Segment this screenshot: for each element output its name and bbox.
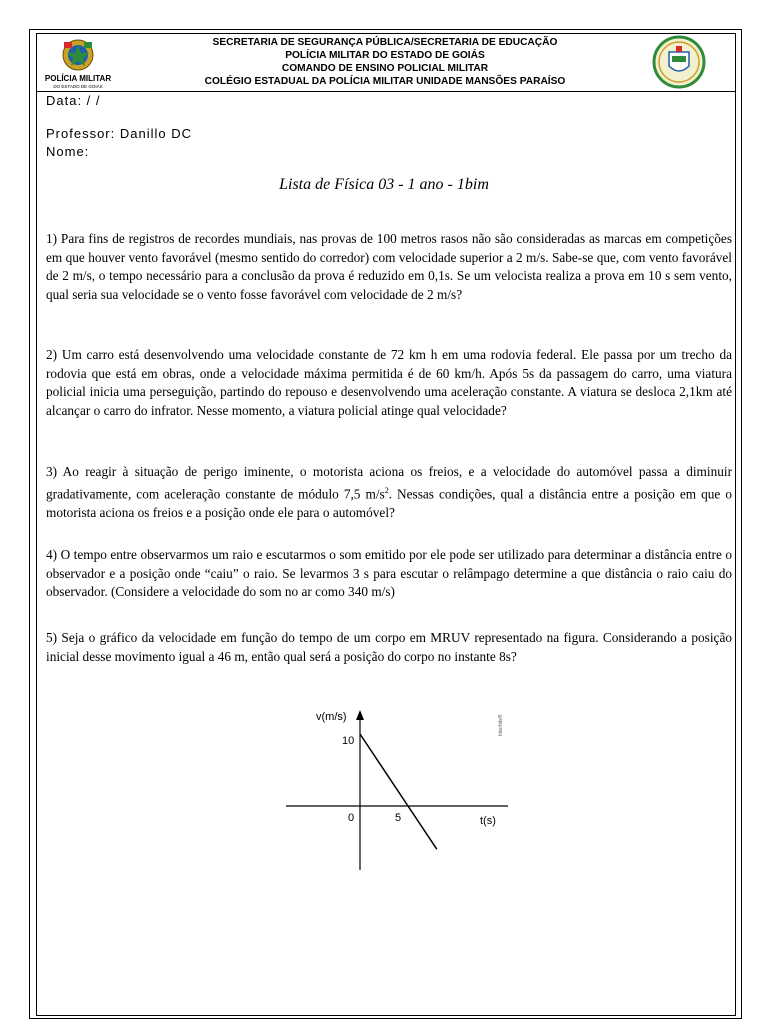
header-line-3: COMANDO DE ENSINO POLICIAL MILITAR [281, 63, 489, 74]
y-axis-arrow [356, 710, 364, 720]
velocity-time-chart-svg [280, 700, 510, 880]
question-3-superscript: 2 [384, 485, 389, 495]
y-tick-label: 10 [342, 735, 355, 747]
page-title: Lista de Física 03 - 1 ano - 1bim [279, 176, 489, 193]
question-5 [46, 629, 732, 666]
date-field: Data: / / [46, 93, 101, 108]
question-2-text: 2) Um carro está desenvolvendo uma velocidade constante de 72 km h em uma rodovia federal. Ele passa por um trecho da rodovia que está em obras, onde a velocidade máxima permitida é de 60 km/h. Após 5s da passagem do carro, uma viatura policial inicia uma perseguição, partindo do repouso e desenvolvendo uma aceleração constante. A viatura se desloca 2,1km até alcançar o carro do infrator. Nesse momento, a viatura policial atinge qual velocidade? [46, 347, 732, 418]
question-3 [46, 463, 732, 522]
question-1 [46, 230, 732, 304]
professor-label: Professor: Danillo DC [46, 126, 192, 141]
question-3-text [46, 463, 732, 522]
question-5-text: 5) Seja o gráfico da velocidade em função do tempo de um corpo em MRUV representado na figura. Considerando a posição inicial desse movimento igual a 46 m, então qual será a posição do corpo no instante 8s? [46, 630, 732, 664]
header-line-4: COLÉGIO ESTADUAL DA POLÍCIA MILITAR UNIDADE MANSÕES PARAÍSO [204, 76, 566, 87]
policia-militar-logo [38, 36, 118, 90]
question-3-text-end: . Nessas condições, qual a distância entre a posição em que o motorista aciona os freios e a posição onde ele para o automóvel? [46, 486, 732, 520]
svg-text:POLÍCIA MILITAR: POLÍCIA MILITAR [44, 74, 112, 83]
name-field: Nome: [46, 144, 90, 159]
question-4 [46, 546, 732, 602]
y-axis-label: v(m/s) [316, 711, 347, 723]
question-2 [46, 346, 732, 420]
header-line-2: POLÍCIA MILITAR DO ESTADO DE GOIÁS [285, 50, 485, 61]
colegio-crest-logo [650, 34, 708, 90]
x-axis-label: t(s) [480, 815, 496, 827]
header-title-block [120, 36, 650, 88]
velocity-line [360, 734, 437, 849]
question-1-text: 1) Para fins de registros de recordes mundiais, nas provas de 100 metros rasos não são consideradas as marcas em competições em que houver vento favorável (mesmo sentido do corredor) com velocidade superior a 2 m/s. Sabe-se que, com vento favorável de 2 m/s, o tempo necessário para a conclusão da prova é reduzido em 0,1s. Se um velocista realiza a prova em 10 s sem vento, qual seria sua velocidade se o vento fosse favorável com velocidade de 2 m/s? [46, 231, 732, 302]
origin-tick-label: 0 [348, 812, 355, 824]
header-line-1: SECRETARIA DE SEGURANÇA PÚBLICA/SECRETARIA DE EDUCAÇÃO [212, 37, 558, 48]
velocity-time-graph [280, 700, 510, 880]
x-tick-label: 5 [395, 812, 402, 824]
svg-text:DO ESTADO DE GOIÁS: DO ESTADO DE GOIÁS [53, 84, 103, 89]
watermark-text: Interbits® [498, 714, 504, 736]
question-3-text-start: 3) Ao reagir à situação de perigo iminente, o motorista aciona os freios, e a velocidade do automóvel passa a diminuir gradativamente, com aceleração constante de módulo 7,5 m/s [46, 464, 732, 502]
question-4-text: 4) O tempo entre observarmos um raio e escutarmos o som emitido por ele pode ser utilizado para determinar a distância entre o observador e a posição onde “caiu” o raio. Se levarmos 3 s para escutar o relâmpago determine a que distância o raio caiu do observador. (Considere a velocidade do som no ar como 340 m/s) [46, 547, 732, 600]
